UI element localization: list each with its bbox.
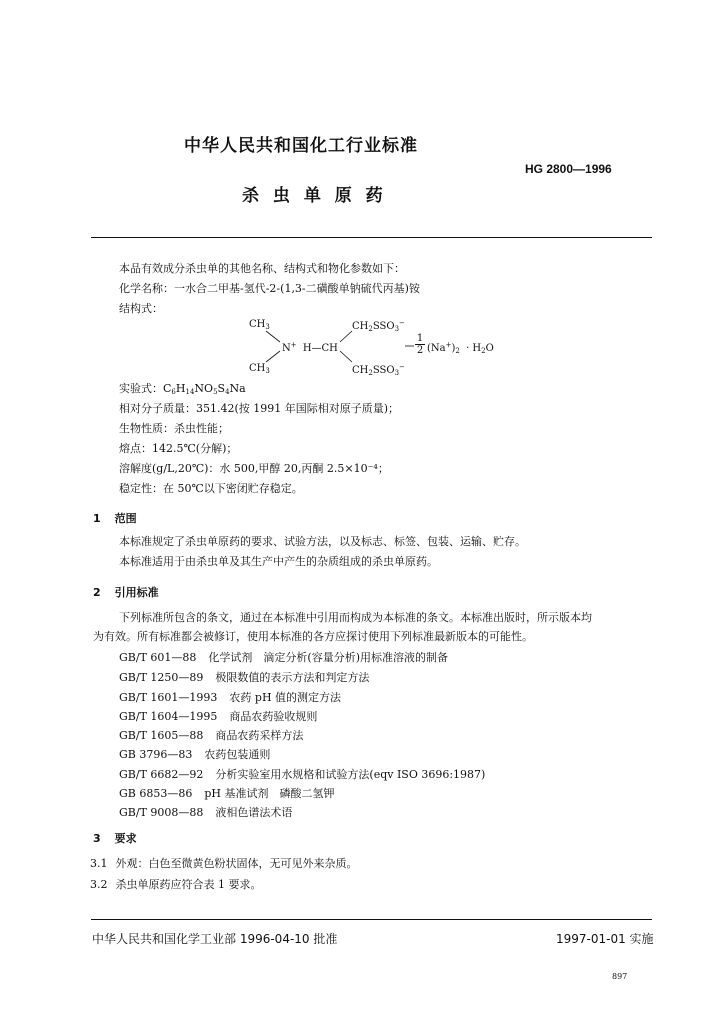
fraction-one-half: $\frac{1}{2}$ [416, 333, 424, 356]
section-2-para-1: 下列标准所包含的条文，通过在本标准中引用而构成为本标准的条文。本标准出版时，所示版本均 [119, 611, 592, 624]
section-1-para-1: 本标准规定了杀虫单原药的要求、试验方法，以及标志、标签、包装、运输、贮存。 [119, 535, 526, 548]
section-2-para-2: 为有效。所有标准都会被修订，使用本标准的各方应探讨使用下列标准最新版本的可能性。 [93, 630, 533, 643]
approval-line: 中华人民共和国化学工业部 1996-04-10 批准 [92, 932, 338, 946]
ch2sso3-bottom: $CH_2SSO_3^-$ [352, 363, 405, 377]
page-number: 897 [612, 972, 628, 981]
stability: 稳定性：在 50℃以下密闭贮存稳定。 [119, 482, 303, 495]
sodium-water: $(Na^+)_2 \cdot H_2O$ [427, 341, 494, 355]
requirement-3-2: 3.2 杀虫单原药应符合表 1 要求。 [90, 878, 262, 891]
reference-item: GB/T 1604—1995 商品农药验收规则 [119, 710, 318, 723]
biological-property: 生物性质：杀虫性能； [119, 422, 229, 435]
reference-item: GB/T 601—88 化学试剂 滴定分析(容量分析)用标准溶液的制备 [119, 651, 448, 664]
footer-rule [91, 919, 652, 920]
header-rule [91, 237, 652, 238]
structural-formula [240, 315, 520, 377]
doc-title: 杀 虫 单 原 药 [242, 186, 387, 206]
reference-item: GB/T 1250—89 极限数值的表示方法和判定方法 [119, 671, 370, 684]
effective-date: 1997-01-01 实施 [556, 932, 654, 946]
intro-line-1: 本品有效成分杀虫单的其他名称、结构式和物化参数如下： [119, 262, 405, 275]
melting-point: 熔点：142.5℃(分解)； [119, 442, 238, 455]
ch3-bottom: $CH_3$ [249, 363, 270, 375]
n-plus-center: N+ H—CH [282, 341, 338, 354]
reference-item: GB/T 1601—1993 农药 pH 值的测定方法 [119, 691, 342, 704]
empirical-formula: 实验式：$C_6H_{14}NO_5S_4Na$ [119, 382, 246, 396]
reference-item: GB/T 6682—92 分析实验室用水规格和试验方法(eqv ISO 3696:1987) [119, 768, 486, 781]
reference-item: GB/T 9008—88 液相色谱法术语 [119, 806, 293, 819]
section-2-heading: 2 引用标准 [93, 586, 159, 599]
molecular-weight: 相对分子质量：351.42(按 1991 年国际相对原子质量)； [119, 402, 400, 415]
reference-item: GB/T 1605—88 商品农药采样方法 [119, 729, 304, 742]
org-title: 中华人民共和国化工行业标准 [184, 136, 418, 156]
reference-item: GB 3796—83 农药包装通则 [119, 748, 271, 761]
section-1-para-2: 本标准适用于由杀虫单及其生产中产生的杂质组成的杀虫单原药。 [119, 555, 438, 568]
section-1-heading: 1 范围 [93, 512, 137, 525]
solubility: 溶解度(g/L,20℃)：水 500,甲醇 20,丙酮 2.5×10⁻⁴； [119, 462, 389, 475]
section-3-heading: 3 要求 [93, 832, 137, 845]
reference-item: GB 6853—86 pH 基准试剂 磷酸二氢钾 [119, 787, 335, 800]
requirement-3-1: 3.1 外观：白色至微黄色粉状固体，无可见外来杂质。 [90, 857, 358, 870]
ch2sso3-top: $CH_2SSO_3^-$ [352, 319, 405, 333]
chemical-name: 化学名称：一水合二甲基-氢代-2-(1,3-二磺酸单钠硫代丙基)铵 [119, 282, 420, 295]
standard-number: HG 2800—1996 [525, 162, 612, 176]
ch3-top: $CH_3$ [249, 319, 270, 331]
structure-label: 结构式： [119, 302, 163, 315]
